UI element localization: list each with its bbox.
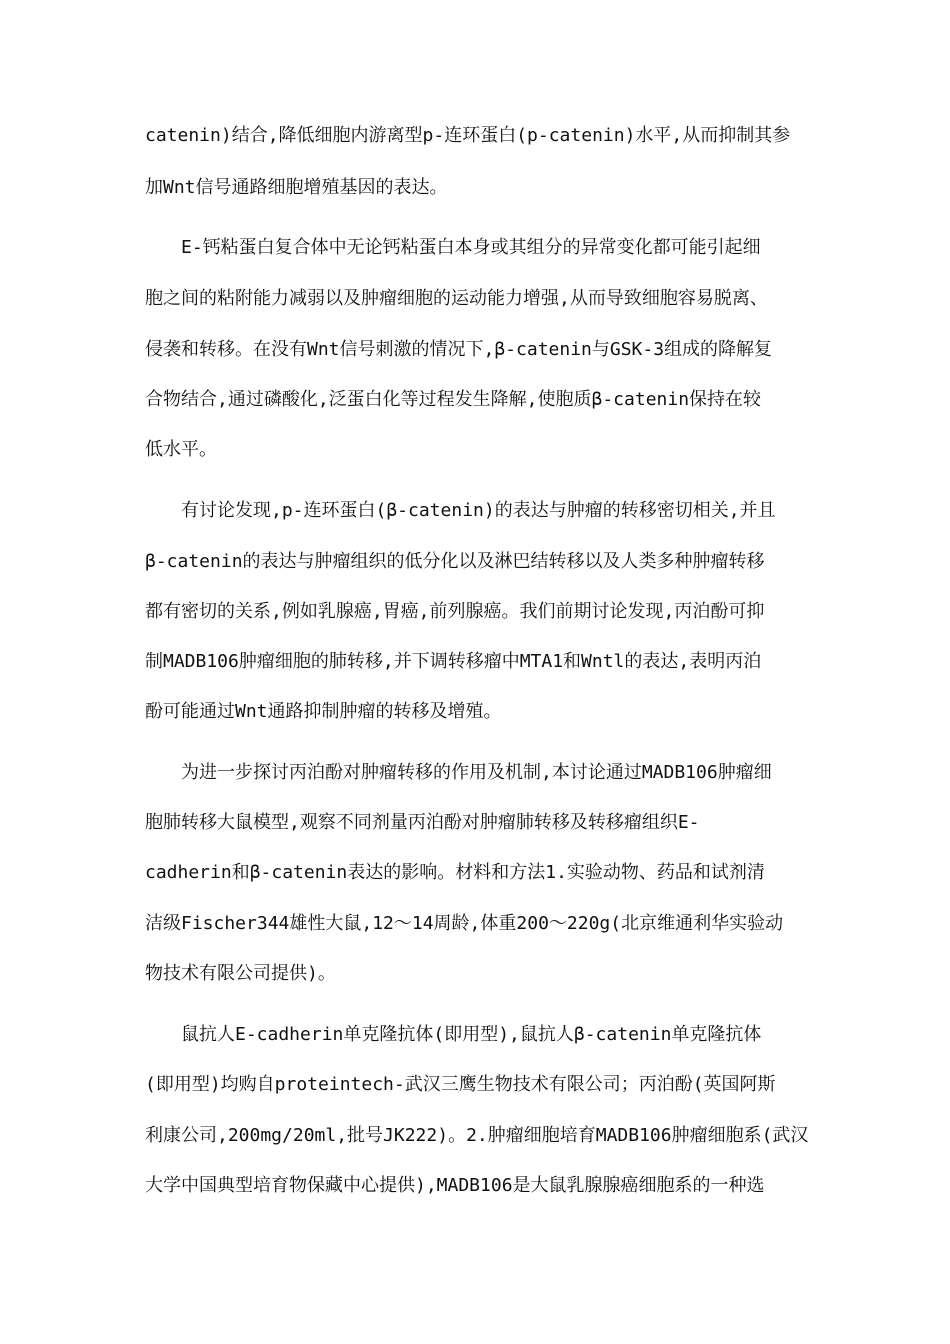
text-line: 物技术有限公司提供)。	[145, 963, 336, 984]
text-line: 大学中国典型培育物保藏中心提供),MADB106是大鼠乳腺腺癌细胞系的一种选	[145, 1175, 765, 1196]
text-line: 都有密切的关系,例如乳腺癌,胃癌,前列腺癌。我们前期讨论发现,丙泊酚可抑	[145, 601, 765, 622]
text-line: 制MADB106肿瘤细胞的肺转移,并下调转移瘤中MTA1和Wntl的表达,表明丙泊	[145, 651, 762, 672]
text-line: 有讨论发现,p-连环蛋白(β-catenin)的表达与肿瘤的转移密切相关,并且	[181, 500, 776, 521]
text-line: 利康公司,200mg/20ml,批号JK222)。2.肿瘤细胞培育MADB106肿瘤细胞系(武汉	[145, 1125, 809, 1146]
text-line: (即用型)均购自proteintech-武汉三鹰生物技术有限公司；丙泊酚(英国阿斯	[145, 1074, 776, 1095]
text-line: 为进一步探讨丙泊酚对肿瘤转移的作用及机制,本讨论通过MADB106肿瘤细	[181, 762, 772, 783]
text-line: 胞之间的粘附能力减弱以及肿瘤细胞的运动能力增强,从而导致细胞容易脱离、	[145, 288, 768, 309]
text-line: 鼠抗人E-cadherin单克隆抗体(即用型),鼠抗人β-catenin单克隆抗体	[181, 1024, 762, 1045]
text-line: E-钙粘蛋白复合体中无论钙粘蛋白本身或其组分的异常变化都可能引起细	[181, 237, 761, 258]
text-line: cadherin和β-catenin表达的影响。材料和方法1.实验动物、药品和试剂清	[145, 862, 765, 883]
text-line: 酚可能通过Wnt通路抑制肿瘤的转移及增殖。	[145, 701, 502, 722]
text-line: β-catenin的表达与肿瘤组织的低分化以及淋巴结转移以及人类多种肿瘤转移	[145, 551, 765, 572]
text-line: 侵袭和转移。在没有Wnt信号刺激的情况下,β-catenin与GSK-3组成的降解复	[145, 339, 773, 360]
text-line: 加Wnt信号通路细胞增殖基因的表达。	[145, 177, 448, 198]
text-line: 胞肺转移大鼠模型,观察不同剂量丙泊酚对肿瘤肺转移及转移瘤组织E-	[145, 812, 700, 833]
text-line: 洁级Fischer344雄性大鼠,12～14周龄,体重200～220g(北京维通利华实验动	[145, 913, 784, 934]
text-line: 合物结合,通过磷酸化,泛蛋白化等过程发生降解,使胞质β-catenin保持在较	[145, 389, 762, 410]
text-line: catenin)结合,降低细胞内游离型p-连环蛋白(p-catenin)水平,从而抑制其参	[145, 125, 791, 146]
text-line: 低水平。	[145, 439, 217, 460]
